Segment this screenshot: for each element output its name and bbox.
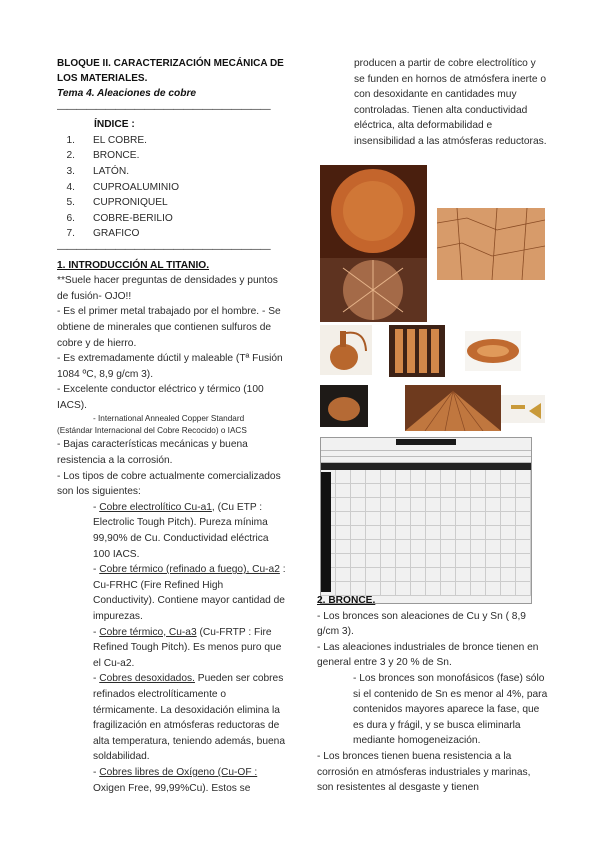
section-heading-2: 2. BRONCE.: [317, 595, 376, 606]
paragraph: - Excelente conductor eléctrico y térmico (100 IACS).: [57, 384, 264, 411]
copper-type: - Cobre electrolítico Cu-a1, (Cu ETP : Electrolic Tough Pitch). Pureza mínima 99,90% de Cu. Conductividad eléctrica 100 IACS.: [93, 501, 269, 560]
document-subtitle: Tema 4. Aleaciones de cobre: [57, 88, 197, 99]
bronze-section: [317, 593, 549, 796]
document-title-line1: BLOQUE II. CARACTERIZACIÓN MECÁNICA DE: [57, 58, 284, 69]
separator: ——————————————————————: [57, 103, 271, 115]
copper-roof-image: [405, 385, 501, 431]
paragraph-continued: producen a partir de cobre electrolítico y se funden en hornos de atmósfera inerte o con desoxidante en cantidades muy controladas. Tienen alta conductividad eléctrica, alta deformabilidad e insensibilidad a las atmósferas reductoras.: [354, 58, 547, 147]
copper-crystal-image: [320, 258, 427, 322]
paragraph: - Las aleaciones industriales de bronce tienen en general entre 3 y 20 % de Sn.: [317, 641, 539, 669]
table-section-bar: [321, 463, 531, 470]
separator: ——————————————————————: [57, 243, 271, 255]
note: **Suele hacer preguntas de densidades y puntos de fusión- OJO!!: [57, 275, 278, 302]
right-column: [317, 56, 547, 150]
document-title-line2: LOS MATERIALES.: [57, 73, 148, 84]
copper-pipes-image: [389, 325, 445, 377]
table-side-bar: [321, 472, 331, 592]
table-grid: [321, 470, 531, 596]
paragraph: - Es el primer metal trabajado por el hombre. - Se obtiene de minerales que contienen sulfuros de cobre y de hierro.: [57, 306, 281, 349]
copper-microstructure-image: [437, 208, 545, 280]
index-item: 3. LATÓN.: [66, 165, 130, 177]
index-item: 4. CUPROALUMINIO: [66, 181, 180, 193]
copper-image-collage: [317, 165, 547, 605]
index-list: [57, 133, 287, 242]
paragraph-indented: - Los bronces son monofásicos (fase) sólo si el contenido de Sn es menor al 4%, para contenidos mayores aparece la fase, que es dura y frágil, y se busca eliminarla mediante homogeneización.: [353, 672, 548, 747]
copper-still-image: [320, 325, 372, 375]
copper-disc-image: [320, 165, 427, 258]
trumpet-image: [501, 395, 545, 423]
copper-properties-table-image: [320, 437, 532, 604]
copper-wire-image: [465, 331, 521, 371]
copper-type: - Cobre térmico (refinado a fuego), Cu-a2 : Cu-FRHC (Fire Refined High Conductivity). Contiene mayor cantidad de impurezas.: [93, 564, 286, 622]
paragraph: - Es extremadamente dúctil y maleable (Tª Fusión 1084 ºC, 8,9 g/cm 3).: [57, 353, 283, 380]
paragraph: - Los tipos de cobre actualmente comercializados son los siguientes:: [57, 470, 281, 498]
index-item: 6. COBRE-BERILIO: [66, 212, 173, 224]
paragraph: - Los bronces son aleaciones de Cu y Sn ( 8,9 g/cm 3).: [317, 610, 526, 638]
index-title: ÍNDICE :: [94, 119, 135, 131]
footnote-line: - International Annealed Copper Standard: [93, 414, 245, 424]
index-item: 7. GRAFICO: [66, 228, 140, 240]
index-item: 1. EL COBRE.: [66, 134, 147, 146]
copper-type: - Cobre térmico, Cu-a3 (Cu-FRTP : Fire Refined Tough Pitch). Es menos puro que el Cu-a2.: [93, 626, 282, 669]
copper-pot-image: [320, 385, 368, 427]
paragraph: - Bajas características mecánicas y buena resistencia a la corrosión.: [57, 439, 248, 467]
left-column: [57, 56, 287, 796]
copper-type: - Cobres desoxidados. Pueden ser cobres refinados electrolíticamente o térmicamente. La desoxidación elimina la fragilización en atmósferas reductoras de alta temperatura, teniendo además, buena soldabilidad.: [93, 673, 285, 763]
footnote-line: (Estándar Internacional del Cobre Recocido) o IACS: [57, 426, 247, 436]
section-heading-1: 1. INTRODUCCIÓN AL TITANIO.: [57, 259, 210, 271]
index-item: 5. CUPRONIQUEL: [66, 197, 168, 209]
paragraph: - Los bronces tienen buena resistencia a la corrosión en atmósferas industriales y marinas, son resistentes al desgaste y tienen: [317, 750, 531, 794]
copper-type: - Cobres libres de Oxígeno (Cu-OF : Oxigen Free, 99,99%Cu). Estos se: [93, 766, 258, 794]
index-item: 2. BRONCE.: [66, 150, 140, 162]
